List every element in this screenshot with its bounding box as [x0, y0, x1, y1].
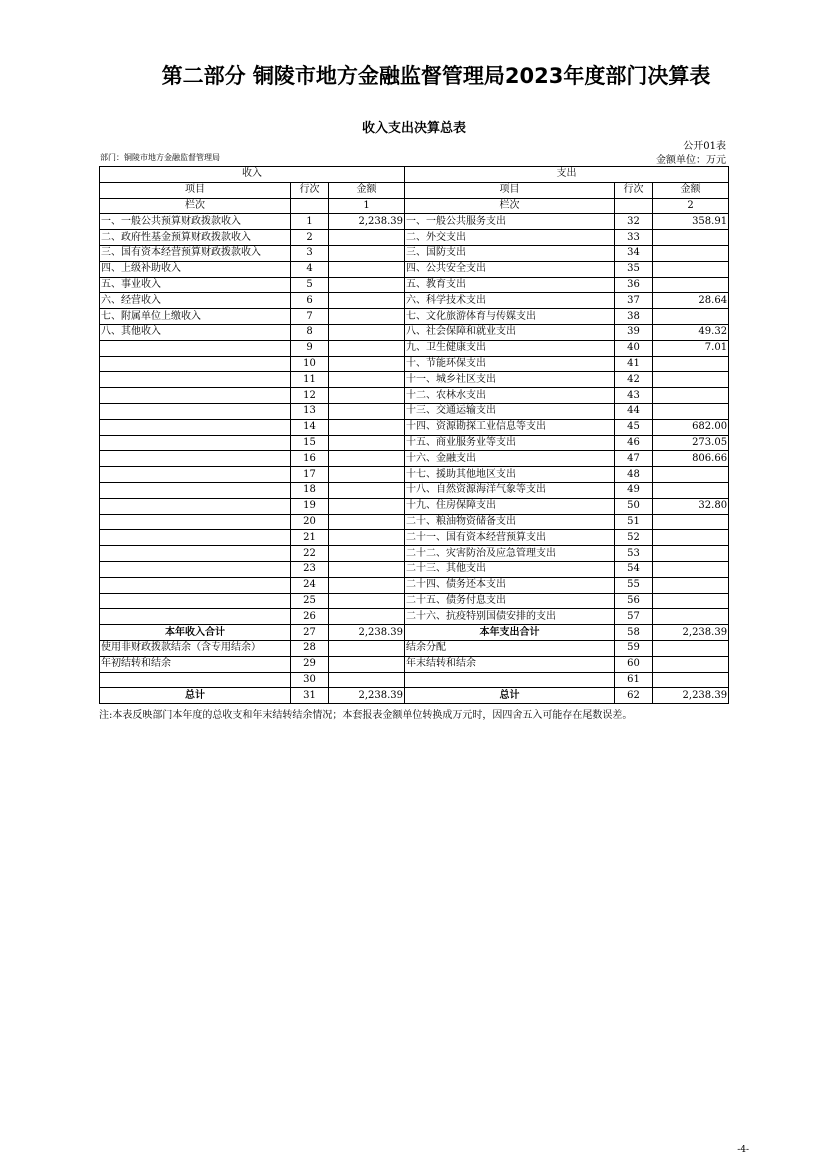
- income-item-cell: 二、政府性基金预算财政拨款收入: [100, 230, 291, 246]
- expense-amount-cell: 28.64: [653, 293, 729, 309]
- income-item-cell: [100, 356, 291, 372]
- expense-amount-cell: 358.91: [653, 214, 729, 230]
- income-line-cell: 24: [291, 577, 329, 593]
- expense-line-cell: 32: [615, 214, 653, 230]
- expense-amount-cell: 2,238.39: [653, 688, 729, 704]
- table-title: 收入支出决算总表: [361, 121, 466, 136]
- expense-line-cell: 35: [615, 261, 653, 277]
- expense-item-cell: 结余分配: [405, 640, 615, 656]
- expense-line-cell: 42: [615, 372, 653, 388]
- income-item-cell: 本年收入合计: [100, 625, 291, 641]
- empty-cell: [615, 198, 653, 214]
- income-line-cell: 12: [291, 388, 329, 404]
- table-row: [100, 388, 729, 404]
- expense-item-cell: 十二、农林水支出: [405, 388, 615, 404]
- expense-amount-cell: [653, 672, 729, 688]
- income-line-cell: 31: [291, 688, 329, 704]
- expense-amount-cell: [653, 514, 729, 530]
- expense-line-cell: 56: [615, 593, 653, 609]
- table-row: [100, 372, 729, 388]
- expense-item-cell: 二十、粮油物资储备支出: [405, 514, 615, 530]
- expense-amount-cell: [653, 403, 729, 419]
- income-item-cell: [100, 451, 291, 467]
- income-amount-cell: [329, 640, 405, 656]
- table-row: [100, 419, 729, 435]
- expense-column-label: 栏次: [405, 198, 615, 214]
- income-item-cell: [100, 561, 291, 577]
- expense-item-cell: 三、国防支出: [405, 245, 615, 261]
- income-item-cell: 六、经营收入: [100, 293, 291, 309]
- income-amount-cell: [329, 435, 405, 451]
- table-row: [100, 672, 729, 688]
- expense-item-cell: 年末结转和结余: [405, 656, 615, 672]
- expense-line-cell: 38: [615, 309, 653, 325]
- expense-amount-cell: [653, 482, 729, 498]
- expense-amount-cell: [653, 356, 729, 372]
- table-row: [100, 309, 729, 325]
- expense-item-cell: 二十四、债务还本支出: [405, 577, 615, 593]
- expense-group-header: 支出: [405, 167, 729, 183]
- income-amount-cell: [329, 230, 405, 246]
- expense-line-cell: 52: [615, 530, 653, 546]
- expense-amount-cell: [653, 245, 729, 261]
- expense-line-cell: 40: [615, 340, 653, 356]
- expense-line-cell: 48: [615, 467, 653, 483]
- table-row: [100, 403, 729, 419]
- expense-line-cell: 33: [615, 230, 653, 246]
- income-line-cell: 19: [291, 498, 329, 514]
- footnote: 注:本表反映部门本年度的总收支和年末结转结余情况；本套报表金额单位转换成万元时，因四舍五入可能存在尾数误差。: [99, 710, 633, 721]
- expense-item-cell: 本年支出合计: [405, 625, 615, 641]
- income-amount-cell: 2,238.39: [329, 688, 405, 704]
- expense-amount-cell: 806.66: [653, 451, 729, 467]
- expense-amount-cell: [653, 609, 729, 625]
- expense-amount-cell: [653, 530, 729, 546]
- income-item-header: 项目: [100, 182, 291, 198]
- income-item-cell: [100, 403, 291, 419]
- expense-item-cell: 五、教育支出: [405, 277, 615, 293]
- expense-item-cell: [405, 672, 615, 688]
- income-amount-cell: [329, 530, 405, 546]
- expense-item-cell: 十一、城乡社区支出: [405, 372, 615, 388]
- department-label: 部门：铜陵市地方金融监督管理局: [100, 153, 220, 162]
- expense-amount-cell: [653, 546, 729, 562]
- table-row: [100, 356, 729, 372]
- expense-amount-cell: [653, 577, 729, 593]
- income-line-cell: 14: [291, 419, 329, 435]
- expense-item-cell: 十八、自然资源海洋气象等支出: [405, 482, 615, 498]
- income-line-cell: 15: [291, 435, 329, 451]
- column-label-row: [100, 198, 729, 214]
- income-item-cell: 使用非财政拨款结余（含专用结余）: [100, 640, 291, 656]
- expense-line-cell: 59: [615, 640, 653, 656]
- expense-item-cell: 十六、金融支出: [405, 451, 615, 467]
- income-column-number: 1: [329, 198, 405, 214]
- expense-amount-cell: [653, 640, 729, 656]
- income-item-cell: [100, 467, 291, 483]
- income-item-cell: [100, 498, 291, 514]
- table-row: [100, 261, 729, 277]
- income-line-cell: 10: [291, 356, 329, 372]
- income-item-cell: 一、一般公共预算财政拨款收入: [100, 214, 291, 230]
- expense-line-cell: 34: [615, 245, 653, 261]
- expense-line-cell: 39: [615, 324, 653, 340]
- income-amount-cell: [329, 419, 405, 435]
- expense-item-cell: 十五、商业服务业等支出: [405, 435, 615, 451]
- expense-item-cell: 总计: [405, 688, 615, 704]
- income-column-label: 栏次: [100, 198, 291, 214]
- income-amount-cell: [329, 277, 405, 293]
- expense-item-cell: 六、科学技术支出: [405, 293, 615, 309]
- total-row: [100, 688, 729, 704]
- expense-amount-cell: [653, 277, 729, 293]
- expense-item-cell: 十九、住房保障支出: [405, 498, 615, 514]
- expense-line-cell: 51: [615, 514, 653, 530]
- unit-label: 金额单位：万元: [656, 155, 726, 166]
- expense-line-header: 行次: [615, 182, 653, 198]
- income-line-cell: 17: [291, 467, 329, 483]
- income-line-cell: 26: [291, 609, 329, 625]
- table-row: [100, 593, 729, 609]
- expense-amount-cell: 273.05: [653, 435, 729, 451]
- income-line-cell: 25: [291, 593, 329, 609]
- expense-line-cell: 49: [615, 482, 653, 498]
- income-item-cell: [100, 482, 291, 498]
- subtotal-row: [100, 625, 729, 641]
- income-item-cell: 四、上级补助收入: [100, 261, 291, 277]
- table-row: [100, 293, 729, 309]
- expense-item-cell: 九、卫生健康支出: [405, 340, 615, 356]
- table-row: [100, 498, 729, 514]
- income-amount-cell: [329, 577, 405, 593]
- income-line-cell: 27: [291, 625, 329, 641]
- expense-line-cell: 37: [615, 293, 653, 309]
- expense-line-cell: 62: [615, 688, 653, 704]
- income-item-cell: [100, 672, 291, 688]
- income-line-cell: 9: [291, 340, 329, 356]
- expense-line-cell: 43: [615, 388, 653, 404]
- table-row: [100, 561, 729, 577]
- expense-amount-cell: 2,238.39: [653, 625, 729, 641]
- income-line-cell: 20: [291, 514, 329, 530]
- income-amount-cell: [329, 245, 405, 261]
- income-item-cell: [100, 514, 291, 530]
- expense-column-number: 2: [653, 198, 729, 214]
- income-item-cell: [100, 340, 291, 356]
- column-header-row: [100, 182, 729, 198]
- table-row: [100, 640, 729, 656]
- expense-line-cell: 41: [615, 356, 653, 372]
- expense-amount-cell: 32.80: [653, 498, 729, 514]
- income-amount-cell: [329, 546, 405, 562]
- table-row: [100, 324, 729, 340]
- income-line-cell: 18: [291, 482, 329, 498]
- income-amount-cell: 2,238.39: [329, 625, 405, 641]
- income-amount-cell: [329, 261, 405, 277]
- empty-cell: [291, 198, 329, 214]
- income-amount-cell: [329, 372, 405, 388]
- table-row: [100, 277, 729, 293]
- income-item-cell: 三、国有资本经营预算财政拨款收入: [100, 245, 291, 261]
- income-amount-cell: [329, 561, 405, 577]
- income-amount-cell: [329, 293, 405, 309]
- expense-item-cell: 二十二、灾害防治及应急管理支出: [405, 546, 615, 562]
- expense-item-cell: 八、社会保障和就业支出: [405, 324, 615, 340]
- expense-line-cell: 46: [615, 435, 653, 451]
- income-item-cell: 年初结转和结余: [100, 656, 291, 672]
- income-line-cell: 28: [291, 640, 329, 656]
- income-line-cell: 5: [291, 277, 329, 293]
- expense-line-cell: 55: [615, 577, 653, 593]
- income-item-cell: [100, 372, 291, 388]
- income-amount-cell: [329, 498, 405, 514]
- table-row: [100, 482, 729, 498]
- table-row: [100, 467, 729, 483]
- income-line-cell: 8: [291, 324, 329, 340]
- income-group-header: 收入: [100, 167, 405, 183]
- income-line-cell: 22: [291, 546, 329, 562]
- table-row: [100, 340, 729, 356]
- income-amount-cell: [329, 340, 405, 356]
- income-amount-cell: [329, 388, 405, 404]
- income-item-cell: [100, 577, 291, 593]
- income-item-cell: [100, 546, 291, 562]
- income-line-cell: 21: [291, 530, 329, 546]
- income-amount-cell: [329, 356, 405, 372]
- expense-line-cell: 50: [615, 498, 653, 514]
- expense-item-cell: 十、节能环保支出: [405, 356, 615, 372]
- income-line-cell: 29: [291, 656, 329, 672]
- expense-item-cell: 二十三、其他支出: [405, 561, 615, 577]
- income-line-header: 行次: [291, 182, 329, 198]
- income-item-cell: [100, 388, 291, 404]
- income-line-cell: 2: [291, 230, 329, 246]
- income-line-cell: 23: [291, 561, 329, 577]
- income-item-cell: 七、附属单位上缴收入: [100, 309, 291, 325]
- income-amount-cell: [329, 593, 405, 609]
- expense-line-cell: 57: [615, 609, 653, 625]
- table-row: [100, 546, 729, 562]
- income-line-cell: 4: [291, 261, 329, 277]
- expense-amount-cell: [653, 309, 729, 325]
- income-item-cell: [100, 593, 291, 609]
- income-line-cell: 11: [291, 372, 329, 388]
- income-item-cell: 五、事业收入: [100, 277, 291, 293]
- income-line-cell: 3: [291, 245, 329, 261]
- income-amount-cell: [329, 309, 405, 325]
- expense-amount-cell: [653, 261, 729, 277]
- expense-item-cell: 二十五、债务付息支出: [405, 593, 615, 609]
- expense-amount-cell: [653, 467, 729, 483]
- income-amount-cell: [329, 656, 405, 672]
- income-item-cell: [100, 419, 291, 435]
- table-row: [100, 514, 729, 530]
- expense-item-cell: 二十一、国有资本经营预算支出: [405, 530, 615, 546]
- income-item-cell: 总计: [100, 688, 291, 704]
- income-item-cell: [100, 530, 291, 546]
- expense-amount-cell: 49.32: [653, 324, 729, 340]
- expense-line-cell: 61: [615, 672, 653, 688]
- expense-line-cell: 54: [615, 561, 653, 577]
- expense-item-cell: 十四、资源勘探工业信息等支出: [405, 419, 615, 435]
- expense-line-cell: 58: [615, 625, 653, 641]
- expense-amount-cell: [653, 372, 729, 388]
- group-header-row: [100, 167, 729, 183]
- expense-line-cell: 36: [615, 277, 653, 293]
- expense-line-cell: 60: [615, 656, 653, 672]
- income-line-cell: 1: [291, 214, 329, 230]
- table-row: [100, 230, 729, 246]
- form-code: 公开01表: [683, 141, 726, 152]
- table-row: [100, 435, 729, 451]
- expense-amount-cell: [653, 656, 729, 672]
- income-amount-cell: [329, 609, 405, 625]
- expense-amount-header: 金额: [653, 182, 729, 198]
- expense-amount-cell: [653, 593, 729, 609]
- income-line-cell: 6: [291, 293, 329, 309]
- expense-amount-cell: [653, 388, 729, 404]
- income-line-cell: 16: [291, 451, 329, 467]
- expense-line-cell: 45: [615, 419, 653, 435]
- income-line-cell: 7: [291, 309, 329, 325]
- expense-item-cell: 四、公共安全支出: [405, 261, 615, 277]
- expense-amount-cell: 682.00: [653, 419, 729, 435]
- expense-line-cell: 53: [615, 546, 653, 562]
- income-line-cell: 13: [291, 403, 329, 419]
- income-item-cell: [100, 609, 291, 625]
- income-item-cell: 八、其他收入: [100, 324, 291, 340]
- page-number: -4-: [737, 1145, 749, 1155]
- income-amount-cell: [329, 467, 405, 483]
- expense-amount-cell: 7.01: [653, 340, 729, 356]
- income-amount-cell: [329, 324, 405, 340]
- expense-item-cell: 七、文化旅游体育与传媒支出: [405, 309, 615, 325]
- income-amount-cell: [329, 672, 405, 688]
- expense-item-cell: 二十六、抗疫特别国债安排的支出: [405, 609, 615, 625]
- income-amount-cell: 2,238.39: [329, 214, 405, 230]
- income-line-cell: 30: [291, 672, 329, 688]
- expense-line-cell: 44: [615, 403, 653, 419]
- expense-item-cell: 一、一般公共服务支出: [405, 214, 615, 230]
- expense-item-cell: 十三、交通运输支出: [405, 403, 615, 419]
- table-row: [100, 609, 729, 625]
- table-row: [100, 656, 729, 672]
- expense-item-cell: 二、外交支出: [405, 230, 615, 246]
- income-expense-table: [99, 166, 729, 704]
- expense-amount-cell: [653, 561, 729, 577]
- table-row: [100, 530, 729, 546]
- income-amount-header: 金额: [329, 182, 405, 198]
- expense-item-cell: 十七、援助其他地区支出: [405, 467, 615, 483]
- table-row: [100, 577, 729, 593]
- income-amount-cell: [329, 514, 405, 530]
- income-amount-cell: [329, 482, 405, 498]
- income-amount-cell: [329, 451, 405, 467]
- table-row: [100, 214, 729, 230]
- table-row: [100, 245, 729, 261]
- income-item-cell: [100, 435, 291, 451]
- expense-item-header: 项目: [405, 182, 615, 198]
- expense-line-cell: 47: [615, 451, 653, 467]
- page-title: 第二部分 铜陵市地方金融监督管理局2023年度部门决算表: [161, 64, 711, 88]
- income-amount-cell: [329, 403, 405, 419]
- table-row: [100, 451, 729, 467]
- expense-amount-cell: [653, 230, 729, 246]
